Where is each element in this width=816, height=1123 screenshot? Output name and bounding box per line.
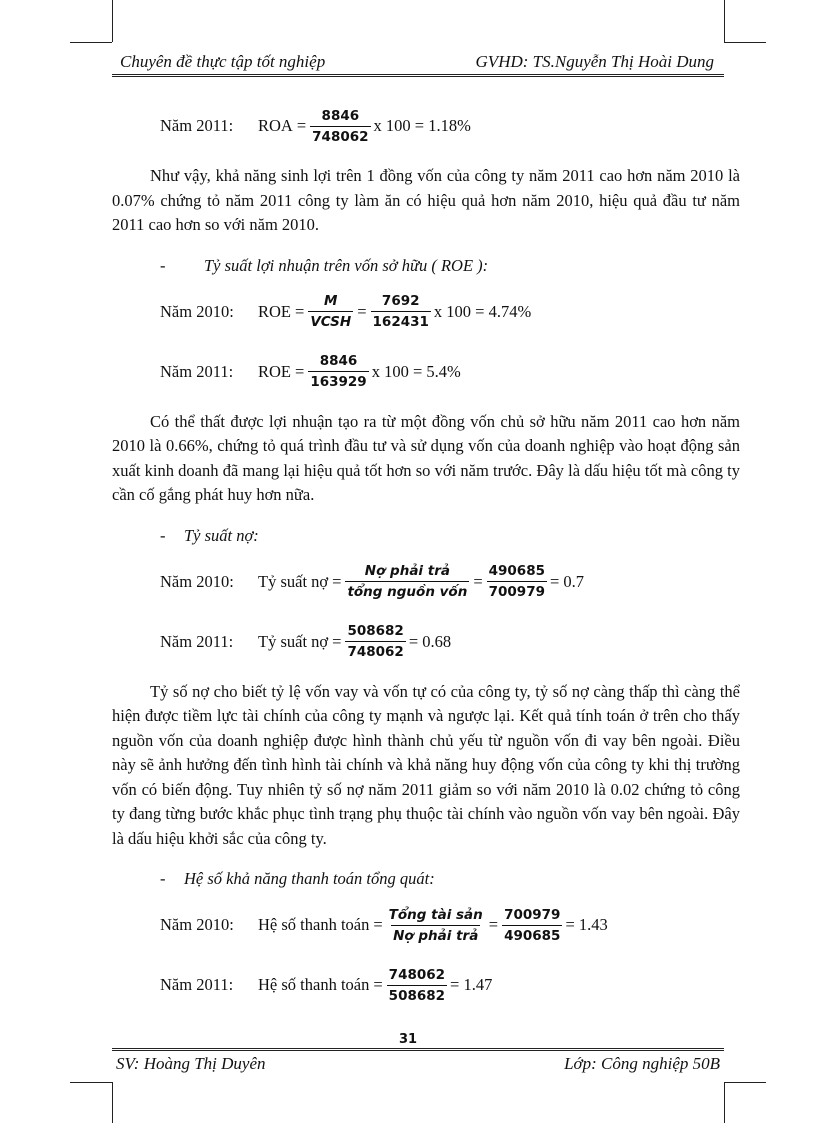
- crop-mark-bottom-left-v: [112, 1082, 113, 1123]
- formula-name: Hệ số thanh toán: [258, 915, 370, 934]
- formula-result: = 0.68: [408, 631, 452, 651]
- fraction-denominator: Nợ phải trả: [391, 925, 480, 944]
- paragraph-roe-comment: Có thể thất được lợi nhuận tạo ra từ một đồng vốn chủ sở hữu năm 2011 cao hơn năm 2010 là 0.66%, chứng tỏ quá trình đầu tư và sử dụng vốn của doanh nghiệp vào hoạt động sản xuất kinh doanh đã mang lại hiệu quả tốt hơn so với năm trước. Đây là dấu hiệu tốt mà công ty cần cố gắng phát huy hơn nữa.: [112, 411, 740, 504]
- page-number: 31: [398, 1032, 418, 1047]
- header-rule: [112, 74, 724, 77]
- crop-mark-top-right-v: [724, 0, 725, 42]
- bullet-dash: -: [160, 255, 166, 275]
- header-advisor: GVHD: TS.Nguyễn Thị Hoài Dung: [475, 52, 714, 71]
- fraction-symbolic: [345, 563, 469, 600]
- formula-debt-2011: [112, 616, 740, 668]
- formula-year-label: Năm 2010:: [160, 571, 234, 591]
- heading-payment-ratio: [112, 859, 740, 899]
- heading-debt-ratio: [112, 516, 740, 556]
- page-body: [112, 100, 740, 1011]
- equals-sign: =: [296, 116, 307, 135]
- fraction: [345, 623, 405, 660]
- fraction-denominator: 163929: [308, 371, 368, 390]
- formula-result: x 100 = 1.18%: [373, 116, 471, 135]
- fraction-denominator: 748062: [345, 641, 405, 660]
- formula-year-label: Năm 2011:: [160, 116, 234, 135]
- formula-year-label: Năm 2010:: [160, 915, 234, 934]
- formula-result: x 100 = 4.74%: [433, 301, 532, 321]
- page-footer: [112, 1052, 724, 1078]
- crop-mark-bottom-right-v: [724, 1082, 725, 1123]
- heading-payment-ratio-text: Hệ số khả năng thanh toán tổng quát:: [184, 869, 435, 888]
- equals-sign: =: [473, 571, 483, 591]
- fraction-denominator: 748062: [310, 126, 370, 145]
- equals-sign: =: [295, 301, 305, 321]
- crop-mark-top-left-h: [70, 42, 112, 43]
- fraction-denominator: VCSH: [308, 311, 353, 330]
- equals-sign: =: [357, 301, 367, 321]
- page-header: [112, 48, 722, 76]
- fraction-denominator: 508682: [387, 985, 447, 1004]
- formula-name: Tỷ suất nợ: [258, 631, 329, 651]
- fraction-symbolic: [308, 293, 353, 330]
- formula-payment-2011: [112, 959, 740, 1011]
- header-title: Chuyên đề thực tập tốt nghiệp: [120, 52, 326, 71]
- equals-sign: =: [332, 631, 342, 651]
- fraction-denominator: 700979: [487, 581, 547, 600]
- fraction-denominator: tổng nguồn vốn: [345, 581, 469, 600]
- fraction: [487, 563, 547, 600]
- formula-result: = 1.43: [565, 915, 608, 934]
- crop-mark-bottom-right-h: [724, 1082, 766, 1083]
- footer-rule: [112, 1048, 724, 1051]
- crop-mark-bottom-left-h: [70, 1082, 112, 1083]
- formula-year-label: Năm 2010:: [160, 301, 234, 321]
- crop-mark-top-left-v: [112, 0, 113, 42]
- formula-result: = 1.47: [450, 975, 493, 994]
- equals-sign: =: [373, 975, 383, 994]
- formula-roe-2010: [112, 286, 740, 338]
- formula-roa-2011: [112, 100, 740, 152]
- fraction-numerator: 508682: [347, 623, 404, 639]
- fraction-numerator: 700979: [504, 906, 561, 923]
- formula-year-label: Năm 2011:: [160, 361, 234, 381]
- fraction-symbolic: [387, 907, 485, 944]
- footer-class: Lớp: Công nghiệp 50B: [564, 1054, 720, 1073]
- heading-debt-ratio-text: Tỷ suất nợ:: [184, 525, 259, 545]
- formula-year-label: Năm 2011:: [160, 631, 234, 651]
- formula-year-label: Năm 2011:: [160, 975, 234, 994]
- formula-name: ROA: [258, 116, 293, 135]
- formula-name: ROE: [258, 301, 291, 321]
- heading-roe: [112, 246, 740, 286]
- equals-sign: =: [332, 571, 342, 591]
- fraction: [308, 353, 368, 390]
- paragraph-debt-comment: Tỷ số nợ cho biết tỷ lệ vốn vay và vốn tự có của công ty, tỷ số nợ càng thấp thì càng thể hiện được tiềm lực tài chính của công ty mạnh và ngược lại. Kết quả tính toán ở trên cho thấy nguồn vốn của doanh nghiệp được hình thành chủ yếu từ nguồn vốn đi vay bên ngoài. Điều này sẽ ảnh hưởng đến tình hình tài chính và khả năng huy động vốn của công ty khi thị trường vốn có biến động. Tuy nhiên tỷ số nợ năm 2011 giảm so với năm 2010 là 0.02 chứng tỏ công ty đang từng bước khắc phục tình trạng phụ thuộc tài chính vào nguồn vốn vay bên ngoài. Đây là dấu hiệu khởi sắc của công ty.: [112, 681, 740, 848]
- equals-sign: =: [295, 361, 305, 381]
- fraction-numerator: M: [324, 293, 338, 309]
- fraction: [371, 293, 431, 330]
- fraction-numerator: Nợ phải trả: [364, 563, 450, 579]
- fraction: [502, 907, 562, 944]
- fraction-numerator: 748062: [388, 966, 446, 983]
- formula-result: = 0.7: [550, 571, 585, 591]
- fraction-denominator: 162431: [371, 311, 431, 330]
- fraction-numerator: 8846: [319, 353, 358, 369]
- fraction-numerator: 7692: [381, 293, 420, 309]
- formula-result: x 100 = 5.4%: [371, 361, 461, 381]
- fraction-numerator: Tổng tài sản: [388, 906, 483, 923]
- formula-debt-2010: [112, 556, 740, 608]
- fraction-denominator: 490685: [502, 925, 562, 944]
- crop-mark-top-right-h: [724, 42, 766, 43]
- fraction: [310, 108, 370, 145]
- formula-roe-2011: [112, 346, 740, 398]
- heading-roe-text: Tỷ suất lợi nhuận trên vốn sở hữu ( ROE ):: [204, 255, 489, 275]
- fraction-numerator: 8846: [321, 107, 360, 124]
- equals-sign: =: [488, 915, 499, 934]
- footer-student: SV: Hoàng Thị Duyên: [116, 1054, 266, 1073]
- fraction-numerator: 490685: [488, 563, 545, 579]
- formula-name: Tỷ suất nợ: [258, 571, 329, 591]
- bullet-dash: -: [160, 869, 166, 888]
- fraction: [387, 967, 447, 1004]
- equals-sign: =: [373, 915, 383, 934]
- formula-payment-2010: [112, 899, 740, 951]
- formula-name: ROE: [258, 361, 291, 381]
- paragraph-roa-comment: Như vậy, khả năng sinh lợi trên 1 đồng vốn của công ty năm 2011 cao hơn năm 2010 là 0.07% chứng tỏ năm 2011 công ty làm ăn có hiệu quả hơn năm 2010, hiệu quả đầu tư năm 2011 cao hơn so với năm 2010.: [112, 166, 740, 234]
- formula-name: Hệ số thanh toán: [258, 975, 370, 994]
- bullet-dash: -: [160, 525, 166, 545]
